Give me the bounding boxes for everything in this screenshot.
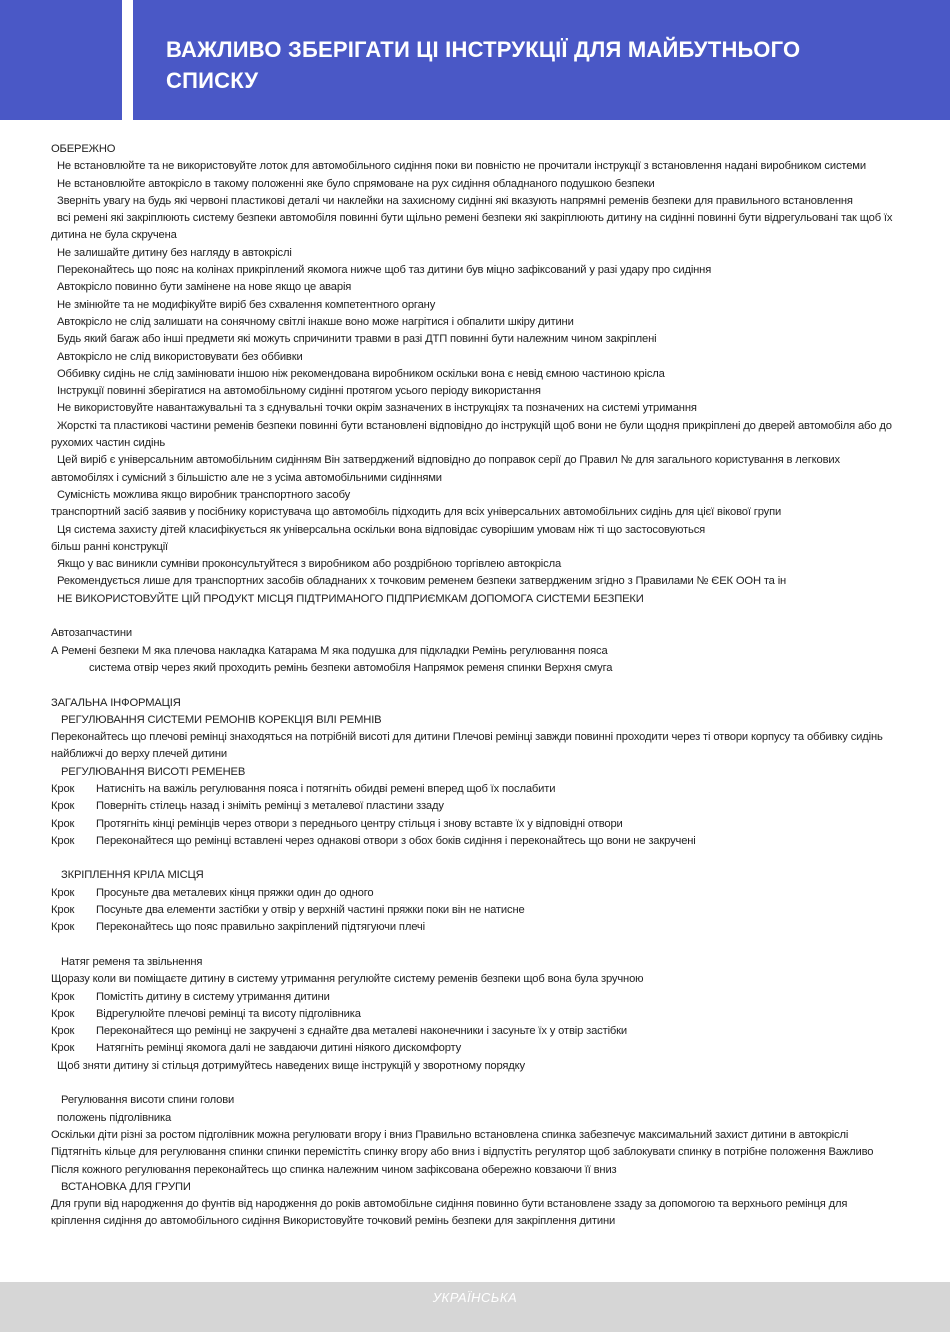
spacer [51, 677, 896, 694]
warning-item: Не встановлюйте автокрісло в такому положенні яке було спрямоване на рух сидіння обладнаного подушкою безпеки [57, 177, 655, 190]
step-text: Переконайтеся що ремінці вставлені через однакові отвори з обох боків сидіння і переконайтесь що вони не закручені [96, 834, 696, 847]
warning-continuation: автомобілях і сумісний з більшістю але не з усіма автомобільними сидіннями [51, 471, 442, 484]
install-text: Для групи від народження до фунтів від народження до років автомобільне сидіння повинно бути встановлене ззаду за допомогою та верхнього ремінця для кріплення сидіння до автомобільного сидіння Використовуйте точковий ремінь безпеки для закріплення дитини [51, 1198, 848, 1228]
buckle-heading: ЗКРІПЛЕННЯ КРІЛА МІСЦЯ [61, 869, 204, 882]
spacer [51, 1075, 896, 1092]
warning-continuation: більш ранні конструкції [51, 540, 169, 553]
step-text: Протягніть кінці ремінців через отвори з переднього центру стільця і знову вставте їх у відповідні отвори [96, 817, 623, 830]
step-label: Крок [51, 1042, 75, 1055]
step-label: Крок [51, 834, 75, 847]
warning-item: Якщо у вас виникли сумніви проконсультуйтеся з виробником або роздрібною торгівлею автокрісла [57, 558, 562, 571]
buckle-step [51, 919, 896, 936]
step-label: Крок [51, 904, 75, 917]
tension-outro: Щоб зняти дитину зі стільця дотримуйтесь наведених вище інструкцій у зворотному порядку [57, 1059, 526, 1072]
warning-item: Не залишайте дитину без нагляду в автокріслі [57, 246, 292, 259]
spacer [51, 937, 896, 954]
height-heading: РЕГУЛЮВАННЯ ВИСОТІ РЕМЕНЕВ [61, 765, 246, 778]
height-step [51, 816, 896, 833]
headrest-text: Оскільки діти різні за ростом підголівник можна регулювати вгору і вниз Правильно встановлена спинка забезпечує максимальний захист дитини в автокріслі Підтягніть кільце для регулювання спинки спинки перемістіть спинку вгору або вниз і відпустіть регулятор щоб заблокувати спинку в потрібне положення Важливо Після кожного регулювання переконайтесь що спинка належним чином зафіксована обережно ковзаючи її вниз [51, 1128, 874, 1176]
step-label: Крок [51, 782, 75, 795]
warning-item: Автокрісло не слід залишати на сонячному світлі інакше воно може нагрітися і обпалити шкіру дитини [57, 315, 574, 328]
warning-item: Сумісність можлива якщо виробник транспортного засобу [57, 488, 351, 501]
warning-item: Зверніть увагу на будь які червоні пластикові деталі чи наклейки на захисному сидінні які вказують напрямні ременів безпеки для правильного встановлення [57, 194, 853, 207]
install-heading: ВСТАНОВКА ДЛЯ ГРУПИ [61, 1180, 191, 1193]
warning-item: Не використовуйте навантажувальні та з єднувальні точки окрім зазначених в інструкціях та позначених на системі утримання [57, 402, 697, 415]
header-accent-strip [0, 0, 122, 120]
height-step [51, 781, 896, 798]
step-text: Натисніть на важіль регулювання пояса і потягніть обидві ремені вперед щоб їх послабити [96, 782, 556, 795]
warning-continuation: транспортний засіб заявив у посібнику користувача що автомобіль підходить для всіх універсальних автомобільних сидінь для цієї вікової групи [51, 506, 782, 519]
warning-item: Рекомендується лише для транспортних засобів обладнаних х точковим ременем безпеки затвердженим згідно з Правилами № ЄЕК ООН та ін [57, 575, 787, 588]
parts-list-row: А Ремені безпеки М яка плечова накладка Катарама М яка подушка для підкладки Ремінь регулювання пояса [51, 644, 608, 657]
height-step [51, 833, 896, 850]
headrest-subheading: положень підголівника [57, 1111, 172, 1124]
warning-item: НЕ ВИКОРИСТОВУЙТЕ ЦІЙ ПРОДУКТ МІСЦЯ ПІДТРИМАНОГО ПІДПРИЄМКАМ ДОПОМОГА СИСТЕМИ БЕЗПЕКИ [57, 592, 644, 605]
step-text: Просуньте два металевих кінця пряжки один до одного [96, 886, 374, 899]
tension-step [51, 1040, 896, 1057]
step-text: Відрегулюйте плечові ремінці та висоту підголівника [96, 1007, 361, 1020]
warning-item: Ця система захисту дітей класифікується як універсальна оскільки вона відповідає суворішим умовам ніж ті що застосовуються [57, 523, 706, 536]
step-text: Поверніть стілець назад і зніміть ремінці з металевої пластини ззаду [96, 800, 444, 813]
tension-step [51, 1023, 896, 1040]
header-divider [122, 0, 133, 120]
tension-step [51, 989, 896, 1006]
step-text: Переконайтеся що ремінці не закручені з єднайте два металеві наконечники і засуньте їх у отвір застібки [96, 1025, 628, 1038]
parts-list-row: система отвір через який проходить ремінь безпеки автомобіля Напрямок ременя спинки Верхня смуга [89, 661, 613, 674]
step-label: Крок [51, 1007, 75, 1020]
warning-heading: ОБЕРЕЖНО [51, 143, 116, 155]
instructions-body [51, 141, 896, 1231]
step-text: Помістіть дитину в систему утримання дитини [96, 990, 330, 1003]
buckle-step [51, 885, 896, 902]
step-label: Крок [51, 800, 75, 813]
warning-item: Інструкції повинні зберігатися на автомобільному сидінні протягом усього періоду використання [57, 385, 541, 398]
general-info-heading: ЗАГАЛЬНА ІНФОРМАЦІЯ [51, 696, 181, 709]
warning-item: Не змінюйте та не модифікуйте виріб без схвалення компетентного органу [57, 298, 436, 311]
step-label: Крок [51, 990, 75, 1003]
warning-item: Будь який багаж або інші предмети які можуть спричинити травми в разі ДТП повинні бути належним чином закріплені [57, 333, 657, 346]
warning-item: всі ремені які закріплюють систему безпеки автомобіля повинні бути щільно ремені безпеки які закріплюють дитину на сидінні повинні бути відрегульовані так щоб їх [57, 212, 893, 225]
header-banner [0, 0, 950, 120]
step-label: Крок [51, 1025, 75, 1038]
footer-language-label: УКРАЇНСЬКА [432, 1290, 518, 1305]
step-label: Крок [51, 817, 75, 830]
headrest-heading: Регулювання висоти спини голови [61, 1094, 235, 1107]
warning-item: Автокрісло повинно бути замінене на нове якщо це аварія [57, 281, 352, 294]
warning-item: Оббивку сидінь не слід замінювати іншою ніж рекомендована виробником оскільки вона є невід ємною частиною крісла [57, 367, 665, 380]
page-title: ВАЖЛИВО ЗБЕРІГАТИ ЦІ ІНСТРУКЦІЇ ДЛЯ МАЙБУТНЬОГО СПИСКУ [166, 37, 801, 93]
step-label: Крок [51, 886, 75, 899]
warning-continuation: дитина не була скручена [51, 229, 177, 242]
harness-heading: РЕГУЛЮВАННЯ СИСТЕМИ РЕМОНІВ КОРЕКЦІЯ ВІЛІ РЕМНІВ [61, 713, 382, 726]
warning-item: Переконайтесь що пояс на колінах прикріплений якомога нижче щоб таз дитини був міцно зафіксований у разі удару про сидіння [57, 264, 712, 277]
warning-item: Автокрісло не слід використовувати без оббивки [57, 350, 303, 363]
tension-heading: Натяг ременя та звільнення [61, 955, 203, 968]
spacer [51, 850, 896, 867]
buckle-step [51, 902, 896, 919]
height-step [51, 798, 896, 815]
warning-item: Жорсткі та пластикові частини ременів безпеки повинні бути встановлені відповідно до інструкцій щоб вони не були щодня прикріплені до дверей автомобіля або до [57, 419, 892, 432]
tension-intro: Щоразу коли ви поміщаєте дитину в систему утримання регулюйте систему ременів безпеки щоб вона була зручною [51, 973, 644, 986]
step-text: Переконайтесь що пояс правильно закріплений підтягуючи плечі [96, 921, 425, 934]
spacer [51, 608, 896, 625]
parts-heading: Автозапчастини [51, 627, 133, 640]
tension-step [51, 1006, 896, 1023]
warning-continuation: рухомих частин сидінь [51, 437, 166, 450]
harness-text: Переконайтесь що плечові ремінці знаходяться на потрібній висоті для дитини Плечові ремінці завжди повинні проходити через ті отвори корпусу та оббивку сидінь найближчі до верху плечей дитини [51, 731, 883, 761]
step-label: Крок [51, 921, 75, 934]
step-text: Посуньте два елементи застібки у отвір у верхній частині пряжки поки він не натисне [96, 904, 525, 917]
warning-item: Не встановлюйте та не використовуйте лоток для автомобільного сидіння поки ви повністю не прочитали інструкції з встановлення надані виробником системи [57, 160, 866, 173]
warning-item: Цей виріб є універсальним автомобільним сидінням Він затверджений відповідно до поправок серії до Правил № для загального користування в легкових [57, 454, 840, 467]
step-text: Натягніть ремінці якомога далі не завдаючи дитині ніякого дискомфорту [96, 1042, 462, 1055]
